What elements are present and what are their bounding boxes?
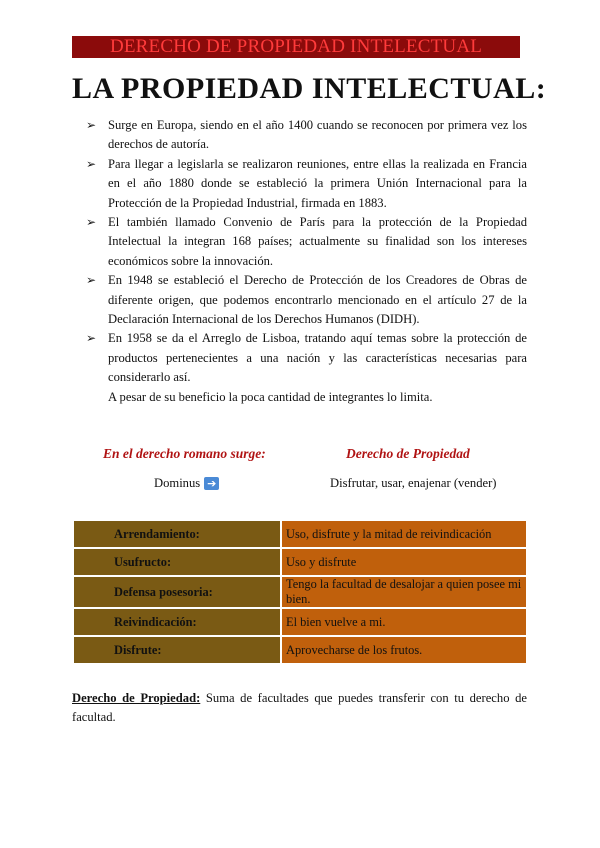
definition-paragraph	[72, 689, 527, 728]
list-item	[72, 329, 527, 387]
bullet-text: Surge en Europa, siendo en el año 1400 cuando se reconocen por primera vez los derechos de autoría.	[108, 118, 527, 152]
arrow-bullet-icon: ➢	[86, 273, 97, 288]
arrow-bullet-icon: ➢	[86, 156, 97, 171]
property-rights-list: Disfrutar, usar, enajenar (vender)	[330, 476, 497, 490]
list-item	[72, 271, 527, 329]
arrow-bullet-icon: ➢	[86, 331, 97, 346]
table-term-cell: Defensa posesoria:	[74, 577, 280, 607]
page-title: LA PROPIEDAD INTELECTUAL:	[72, 72, 547, 105]
right-arrow-icon: ➔	[204, 477, 219, 490]
dominus-term	[154, 476, 219, 491]
property-right-heading: Derecho de Propiedad	[346, 446, 470, 461]
table-definition-cell: Uso, disfrute y la mitad de reivindicación	[282, 521, 526, 547]
bullet-text: El también llamado Convenio de París para la protección de la Propiedad Intelectual la integran 168 países; actualmente su finalidad son los intereses económicos sobre la innovación.	[108, 215, 527, 268]
table-term-cell: Disfrute:	[74, 637, 280, 663]
table-definition-cell: El bien vuelve a mi.	[282, 609, 526, 635]
table-row	[74, 637, 526, 663]
property-rights-table	[72, 519, 528, 665]
history-bullet-list	[72, 116, 527, 407]
table-definition-cell: Uso y disfrute	[282, 549, 526, 575]
definition-text: Suma de facultades que puedes transferir con tu derecho de facultad.	[72, 691, 527, 725]
table-term-cell: Reivindicación:	[74, 609, 280, 635]
bullet-text: En 1948 se estableció el Derecho de Protección de los Creadores de Obras de diferente origen, que podemos encontrarlo mencionado en el artículo 27 de la Declaración Internacional de los Derechos Humanos (DIDH).	[108, 273, 527, 327]
list-item	[72, 213, 527, 271]
list-item	[72, 155, 527, 213]
arrow-bullet-icon: ➢	[86, 215, 97, 230]
list-item	[72, 116, 527, 155]
arrow-bullet-icon: ➢	[86, 118, 97, 132]
document-banner: DERECHO DE PROPIEDAD INTELECTUAL	[72, 36, 520, 58]
bullet-text: Para llegar a legislarla se realizaron reuniones, entre ellas la realizada en Francia en el año 1880 donde se estableció la primera Unión Internacional para la Protección de la Propiedad Industrial, firmada en 1883.	[108, 156, 527, 210]
roman-law-heading: En el derecho romano surge:	[103, 446, 266, 461]
table-row	[74, 549, 526, 575]
table-row	[74, 577, 526, 607]
table-definition-cell: Tengo la facultad de desalojar a quien posee mi bien.	[282, 577, 526, 607]
table-row	[74, 609, 526, 635]
bullet-continuation: A pesar de su beneficio la poca cantidad de integrantes lo limita.	[108, 389, 433, 404]
bullet-text: En 1958 se da el Arreglo de Lisboa, tratando aquí temas sobre la protección de productos pertenecientes a una nación y las características necesarias para considerarlo así.	[108, 331, 527, 385]
table-term-cell: Usufructo:	[74, 549, 280, 575]
definition-term: Derecho de Propiedad:	[72, 691, 201, 705]
dominus-label: Dominus	[154, 476, 201, 490]
table-row	[74, 521, 526, 547]
table-term-cell: Arrendamiento:	[74, 521, 280, 547]
table-definition-cell: Aprovecharse de los frutos.	[282, 637, 526, 663]
